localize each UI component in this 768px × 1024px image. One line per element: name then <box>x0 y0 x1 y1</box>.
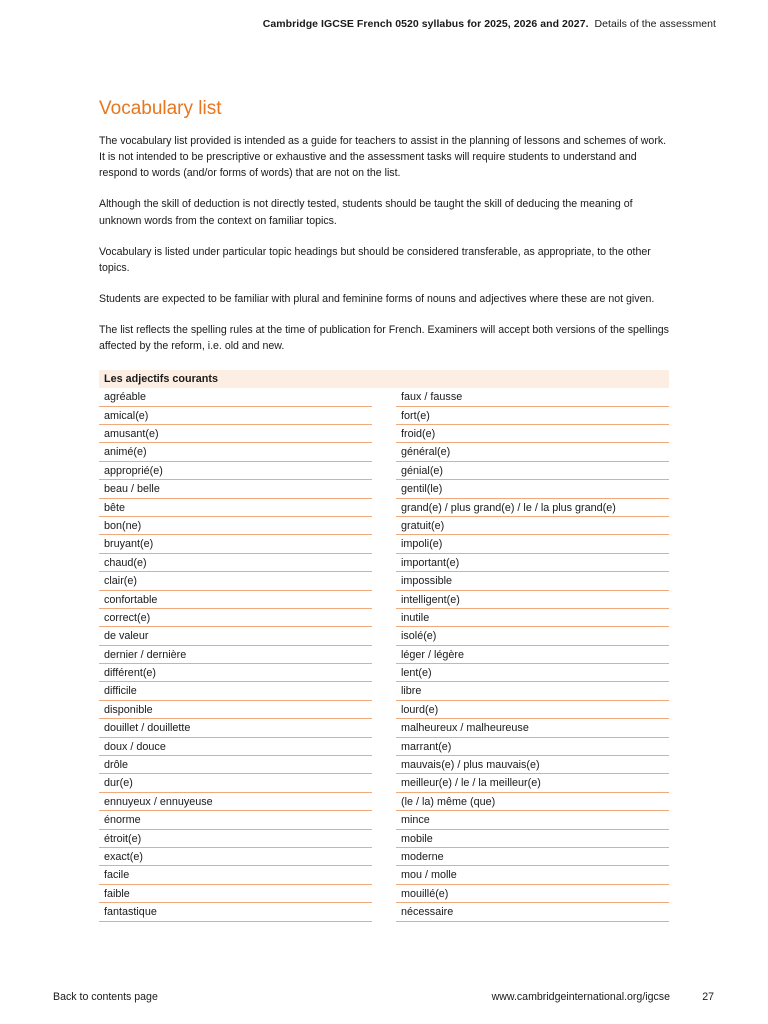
vocabulary-item: impoli(e) <box>396 535 669 553</box>
table-heading: Les adjectifs courants <box>99 370 669 388</box>
vocabulary-item: étroit(e) <box>99 830 372 848</box>
vocabulary-item: grand(e) / plus grand(e) / le / la plus grand(e) <box>396 499 669 517</box>
vocabulary-item: meilleur(e) / le / la meilleur(e) <box>396 774 669 792</box>
vocabulary-item: général(e) <box>396 443 669 461</box>
page-footer <box>53 991 714 1007</box>
vocabulary-item: faible <box>99 885 372 903</box>
website-url: www.cambridgeinternational.org/igcse <box>491 991 670 1003</box>
vocabulary-item: gratuit(e) <box>396 517 669 535</box>
vocabulary-item: agréable <box>99 388 372 406</box>
vocabulary-item: beau / belle <box>99 480 372 498</box>
vocabulary-item: de valeur <box>99 627 372 645</box>
vocabulary-item: amusant(e) <box>99 425 372 443</box>
vocabulary-item: approprié(e) <box>99 462 372 480</box>
vocabulary-item: énorme <box>99 811 372 829</box>
vocabulary-item: gentil(le) <box>396 480 669 498</box>
vocabulary-item: isolé(e) <box>396 627 669 645</box>
paragraph: Although the skill of deduction is not directly tested, students should be taught the skill of deducing the meaning of unknown words from the context on familiar topics. <box>99 198 633 227</box>
vocabulary-item: ennuyeux / ennuyeuse <box>99 793 372 811</box>
vocabulary-item: impossible <box>396 572 669 590</box>
vocabulary-item: lourd(e) <box>396 701 669 719</box>
vocabulary-item: libre <box>396 682 669 700</box>
vocabulary-item: exact(e) <box>99 848 372 866</box>
vocabulary-item: mou / molle <box>396 866 669 884</box>
vocabulary-item: (le / la) même (que) <box>396 793 669 811</box>
vocabulary-item: animé(e) <box>99 443 372 461</box>
vocabulary-item: amical(e) <box>99 407 372 425</box>
vocabulary-item: confortable <box>99 591 372 609</box>
vocabulary-item: faux / fausse <box>396 388 669 406</box>
paragraph: Students are expected to be familiar with plural and feminine forms of nouns and adjectives where these are not given. <box>99 292 655 305</box>
vocabulary-item: mauvais(e) / plus mauvais(e) <box>396 756 669 774</box>
vocabulary-right-column <box>396 388 669 921</box>
vocabulary-item: léger / légère <box>396 646 669 664</box>
vocabulary-item: disponible <box>99 701 372 719</box>
vocabulary-item: clair(e) <box>99 572 372 590</box>
vocabulary-item: nécessaire <box>396 903 669 921</box>
vocabulary-item: fantastique <box>99 903 372 921</box>
vocabulary-item: inutile <box>396 609 669 627</box>
vocabulary-item: marrant(e) <box>396 738 669 756</box>
vocabulary-item: correct(e) <box>99 609 372 627</box>
vocabulary-item: dur(e) <box>99 774 372 792</box>
vocabulary-table <box>99 370 669 921</box>
main-content <box>99 96 671 922</box>
vocabulary-item: dernier / dernière <box>99 646 372 664</box>
vocabulary-item: lent(e) <box>396 664 669 682</box>
intro-text <box>99 133 671 354</box>
vocabulary-item: doux / douce <box>99 738 372 756</box>
vocabulary-item: mobile <box>396 830 669 848</box>
vocabulary-item: important(e) <box>396 554 669 572</box>
vocabulary-item: chaud(e) <box>99 554 372 572</box>
paragraph: The vocabulary list provided is intended as a guide for teachers to assist in the planning of lessons and schemes of work. It is not intended to be prescriptive or exhaustive and the assessment tasks will require students to understand and respond to words (and/or forms of words) that are not on the list. <box>99 135 667 180</box>
vocabulary-item: facile <box>99 866 372 884</box>
vocabulary-columns <box>99 388 669 921</box>
vocabulary-item: douillet / douillette <box>99 719 372 737</box>
vocabulary-item: fort(e) <box>396 407 669 425</box>
vocabulary-item: bruyant(e) <box>99 535 372 553</box>
vocabulary-item: malheureux / malheureuse <box>396 719 669 737</box>
vocabulary-item: mouillé(e) <box>396 885 669 903</box>
header-title: Cambridge IGCSE French 0520 syllabus for 2025, 2026 and 2027. <box>262 18 589 30</box>
page-header <box>263 18 716 30</box>
vocabulary-item: différent(e) <box>99 664 372 682</box>
vocabulary-item: mince <box>396 811 669 829</box>
vocabulary-item: froid(e) <box>396 425 669 443</box>
vocabulary-item: intelligent(e) <box>396 591 669 609</box>
header-section: Details of the assessment <box>594 18 716 30</box>
paragraph: The list reflects the spelling rules at the time of publication for French. Examiners will accept both versions of the spellings affected by the reform, i.e. old and new. <box>99 323 669 353</box>
vocabulary-left-column <box>99 388 372 921</box>
vocabulary-item: bon(ne) <box>99 517 372 535</box>
vocabulary-item: moderne <box>396 848 669 866</box>
back-to-contents-link[interactable]: Back to contents page <box>53 991 158 1003</box>
vocabulary-item: bête <box>99 499 372 517</box>
paragraph: Vocabulary is listed under particular topic headings but should be considered transferable, as appropriate, to the other topics. <box>99 245 651 274</box>
vocabulary-item: difficile <box>99 682 372 700</box>
vocabulary-item: drôle <box>99 756 372 774</box>
section-title: Vocabulary list <box>99 98 222 119</box>
vocabulary-item: génial(e) <box>396 462 669 480</box>
page-number: 27 <box>702 991 714 1003</box>
